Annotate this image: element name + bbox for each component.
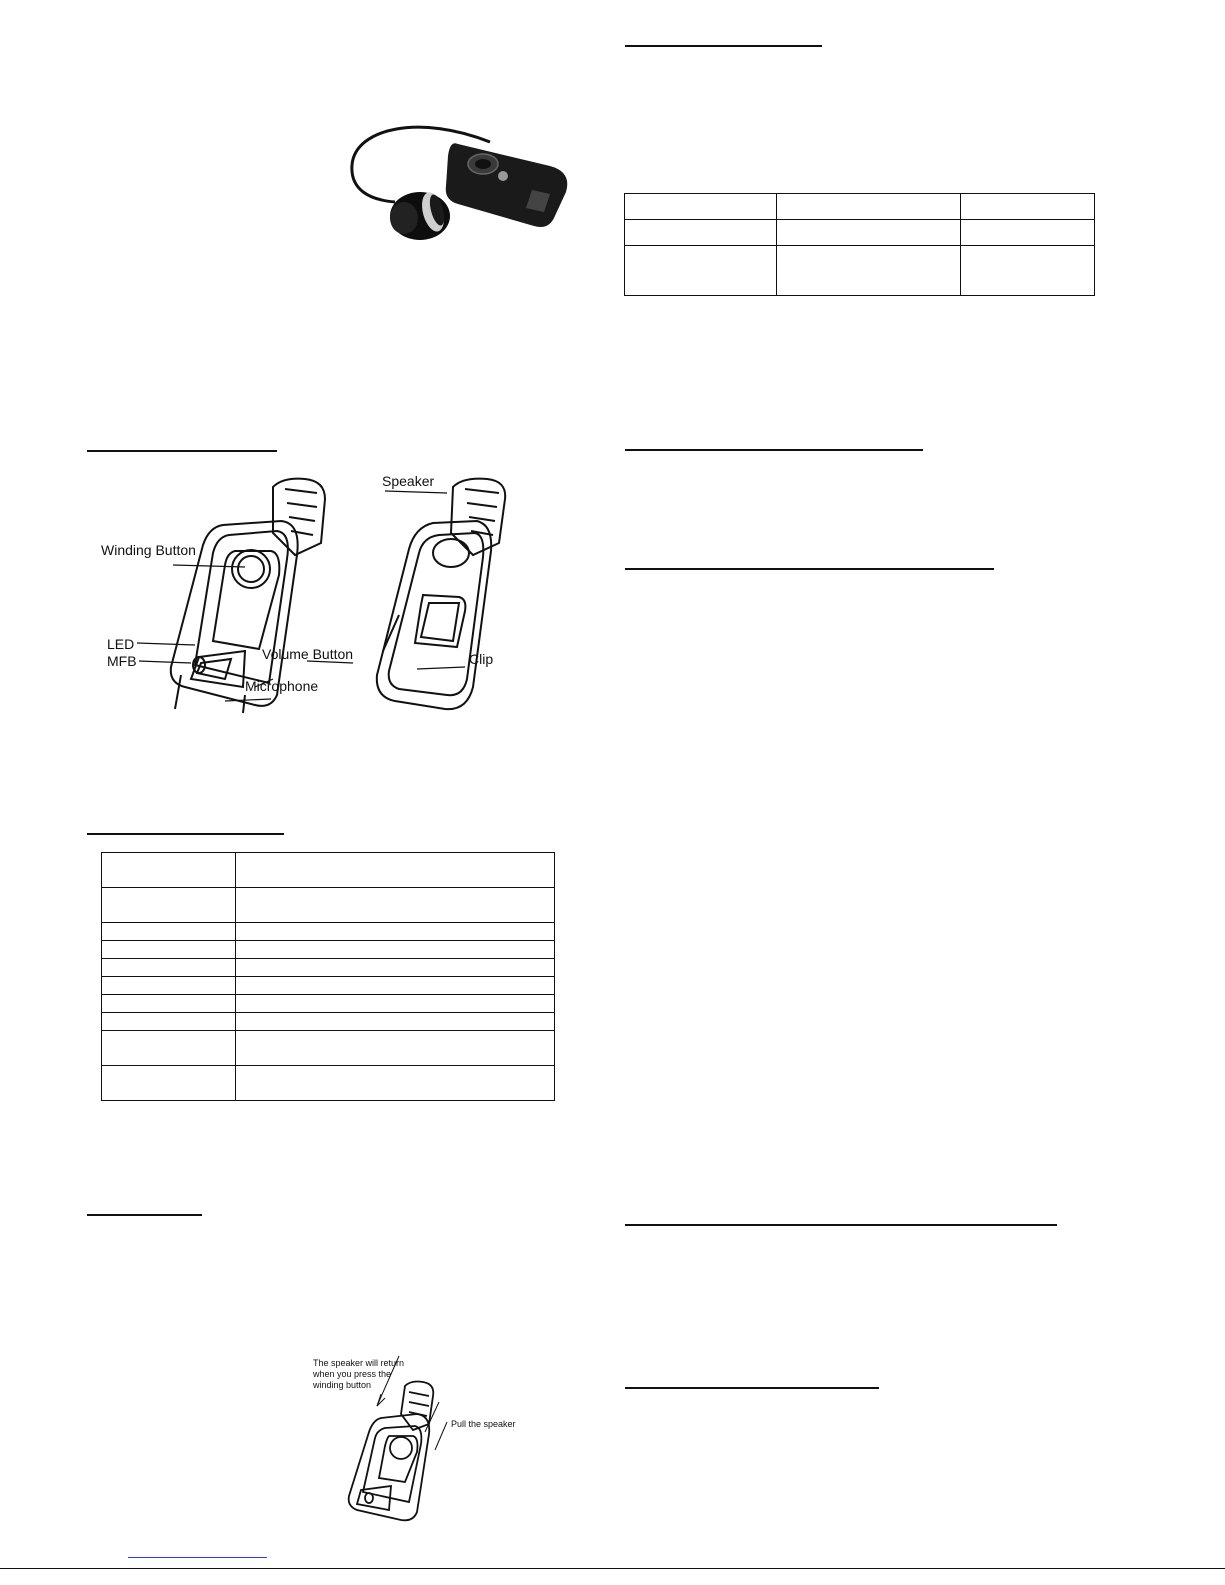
comparison-table bbox=[624, 193, 1095, 296]
footer-rule bbox=[0, 1568, 1225, 1569]
back-view bbox=[377, 479, 505, 709]
table-cell bbox=[625, 220, 777, 246]
table-cell bbox=[236, 941, 555, 959]
table-row bbox=[102, 941, 555, 959]
table-cell bbox=[102, 853, 236, 888]
label-speaker: Speaker bbox=[382, 473, 435, 489]
label-clip: Clip bbox=[469, 651, 494, 667]
section-heading-rule bbox=[87, 833, 284, 835]
table-cell bbox=[102, 1031, 236, 1066]
pull-speaker-diagram bbox=[305, 1352, 530, 1532]
table-row bbox=[102, 959, 555, 977]
table-cell bbox=[236, 959, 555, 977]
table-row bbox=[102, 853, 555, 888]
table-cell bbox=[625, 246, 777, 296]
footer-link-rule[interactable] bbox=[128, 1557, 267, 1558]
section-heading-rule bbox=[625, 449, 923, 451]
section-heading-rule bbox=[625, 1387, 879, 1389]
table-row bbox=[102, 1066, 555, 1101]
table-cell bbox=[236, 977, 555, 995]
part-labels bbox=[101, 473, 493, 694]
label-mfb: MFB bbox=[107, 653, 137, 669]
table-cell bbox=[236, 1066, 555, 1101]
section-heading-rule bbox=[87, 450, 277, 452]
return-note-line-1: The speaker will return bbox=[313, 1358, 405, 1368]
table-cell bbox=[236, 853, 555, 888]
table-cell bbox=[102, 977, 236, 995]
return-note-line-3: winding button bbox=[313, 1380, 372, 1390]
table-cell bbox=[236, 1013, 555, 1031]
table-cell bbox=[102, 959, 236, 977]
section-heading-rule bbox=[87, 1214, 202, 1216]
parts-diagram bbox=[95, 465, 535, 725]
table-cell bbox=[102, 995, 236, 1013]
table-cell bbox=[236, 1031, 555, 1066]
table-cell bbox=[777, 194, 961, 220]
return-note-line-2: when you press the bbox=[313, 1369, 392, 1379]
table-cell bbox=[236, 888, 555, 923]
label-led: LED bbox=[107, 636, 135, 652]
table-cell bbox=[102, 923, 236, 941]
table-cell bbox=[625, 194, 777, 220]
table-cell bbox=[102, 1066, 236, 1101]
table-cell bbox=[777, 220, 961, 246]
spec-table bbox=[101, 852, 555, 1101]
table-cell bbox=[236, 923, 555, 941]
table-row bbox=[102, 977, 555, 995]
table-cell bbox=[102, 941, 236, 959]
table-cell bbox=[102, 888, 236, 923]
table-cell bbox=[961, 246, 1095, 296]
table-row bbox=[625, 194, 1095, 220]
table-row bbox=[625, 220, 1095, 246]
product-photo bbox=[340, 120, 580, 250]
table-row bbox=[102, 923, 555, 941]
table-cell bbox=[961, 194, 1095, 220]
section-heading-rule bbox=[625, 45, 822, 47]
label-winding-button: Winding Button bbox=[101, 542, 196, 558]
table-row bbox=[625, 246, 1095, 296]
table-cell bbox=[236, 995, 555, 1013]
pull-note: Pull the speaker bbox=[451, 1419, 516, 1429]
section-heading-rule bbox=[625, 1224, 1057, 1226]
label-microphone: Microphone bbox=[245, 678, 319, 694]
table-row bbox=[102, 1031, 555, 1066]
table-cell bbox=[777, 246, 961, 296]
section-heading-rule bbox=[625, 568, 994, 570]
table-row bbox=[102, 995, 555, 1013]
table-cell bbox=[102, 1013, 236, 1031]
label-volume-button: Volume Button bbox=[262, 646, 354, 662]
table-cell bbox=[961, 220, 1095, 246]
table-row bbox=[102, 888, 555, 923]
table-row bbox=[102, 1013, 555, 1031]
